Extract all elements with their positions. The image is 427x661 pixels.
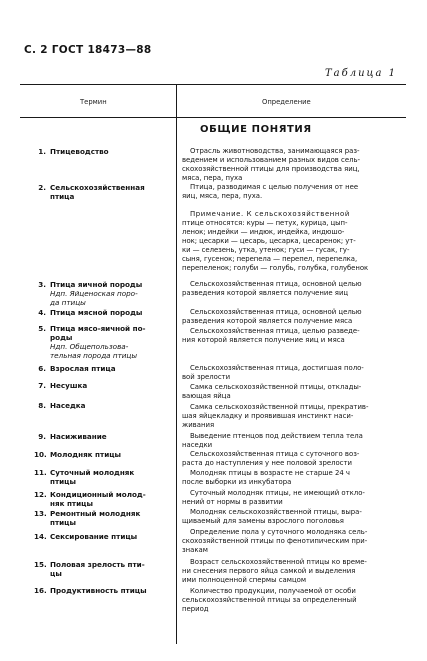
- definition-block: [182, 489, 402, 507]
- definition-block: [182, 308, 402, 326]
- definition-block: [182, 327, 402, 345]
- term-number: 14.: [34, 532, 47, 541]
- term-number: 8.: [38, 401, 46, 410]
- term-text: Продуктивность птицы: [50, 586, 147, 595]
- definition-line: Сельскохозяйственная птица, основной целью: [190, 308, 362, 316]
- definition-line: ими полноценной спермы самцом: [182, 576, 307, 584]
- definition-line: раста до наступления у нее половой зрелости: [182, 459, 352, 467]
- definition-line: сыня, гусенок; перепела — перепел, перепелка,: [182, 255, 358, 263]
- term-synonym: да птицы: [50, 298, 86, 307]
- term-number: 16.: [34, 586, 47, 595]
- definition-block: [182, 383, 402, 401]
- term-number: 5.: [38, 324, 46, 333]
- term-text: птица: [50, 192, 75, 201]
- definition-line: период: [182, 605, 209, 613]
- definition-line: мяса, пера, пуха: [182, 174, 243, 182]
- term-text: птицы: [50, 477, 76, 486]
- definition-line: нок; цесарки — цесарь, цесарка, цесаренок; ут-: [182, 237, 356, 245]
- term-number: 7.: [38, 381, 46, 390]
- term-text: Насиживание: [50, 432, 107, 441]
- term-text: Молодняк птицы: [50, 450, 122, 459]
- definition-line: знакам: [182, 546, 208, 554]
- definition-line: Определение пола у суточного молодняка сель-: [190, 528, 368, 536]
- definition-block: [182, 558, 402, 585]
- term-number: 15.: [34, 560, 47, 569]
- table-top-rule: [20, 84, 406, 85]
- table-header-rule: [20, 117, 406, 118]
- definition-line: ния которой является получение яиц и мяса: [182, 336, 345, 344]
- definition-line: ки — селезень, утка, утенок; гуси — гусак, гу-: [182, 246, 350, 254]
- definition-line: скохозяйственной птицы по фенотипическим при-: [182, 537, 368, 545]
- definition-block: [182, 432, 402, 450]
- definition-line: наседки: [182, 441, 213, 449]
- definition-note: [182, 210, 402, 273]
- definition-line: ленок; индейки — индюк, индейка, индюшо-: [182, 228, 345, 236]
- definition-block: [182, 364, 402, 382]
- term-text: Сельскохозяйственная: [50, 183, 145, 192]
- definition-line: Молодняк сельскохозяйственной птицы, выра-: [190, 508, 362, 516]
- term-number: 9.: [38, 432, 46, 441]
- definition-line: после выборки из инкубатора: [182, 478, 292, 486]
- column-divider: [176, 84, 177, 644]
- term-text: Половая зрелость пти-: [50, 560, 145, 569]
- definition-line: Возраст сельскохозяйственной птицы ко време-: [190, 558, 367, 566]
- term-text: цы: [50, 569, 62, 578]
- term-text: Птицеводство: [50, 147, 109, 156]
- definition-line: Примечание. К сельскохозяйственной: [190, 210, 350, 218]
- table-caption: Таблица 1: [324, 68, 397, 79]
- definition-line: сельскохозяйственной птицы за определенный: [182, 596, 357, 604]
- column-header-term: Термин: [80, 98, 107, 106]
- term-number: 13.: [34, 509, 47, 518]
- definition-line: вающая яйца: [182, 392, 231, 400]
- definition-line: Сельскохозяйственная птица, целью разведе-: [190, 327, 360, 335]
- definition-line: щиваемый для замены взрослого поголовья: [182, 517, 344, 525]
- definition-line: живания: [182, 421, 215, 429]
- term-text: Птица мясо-яичной по-: [50, 324, 146, 333]
- section-title: ОБЩИЕ ПОНЯТИЯ: [200, 124, 312, 135]
- definition-line: птице относятся: куры — петух, курица, цып-: [182, 219, 348, 227]
- term-synonym: Ндп. Яйценоская поро-: [50, 289, 138, 298]
- definition-block: [182, 450, 402, 468]
- term-text: Птица мясной породы: [50, 308, 143, 317]
- term-text: Суточный молодняк: [50, 468, 135, 477]
- definition-line: скохозяйственной птицы для производства яиц,: [182, 165, 360, 173]
- term-synonym: Ндп. Общепользова-: [50, 342, 129, 351]
- definition-line: Суточный молодняк птицы, не имеющий откло-: [190, 489, 365, 497]
- definition-block: [182, 508, 402, 526]
- term-number: 3.: [38, 280, 46, 289]
- definition-line: разведения которой является получение мяса: [182, 317, 353, 325]
- term-number: 10.: [34, 450, 47, 459]
- definition-line: Сельскохозяйственная птица, достигшая поло-: [190, 364, 364, 372]
- definition-line: ни снесения первого яйца самкой и выделения: [182, 567, 356, 575]
- definition-line: Птица, разводимая с целью получения от нее: [190, 183, 359, 191]
- definition-line: яиц, мяса, пера, пуха.: [182, 192, 263, 200]
- definition-line: Молодняк птицы в возрасте не старше 24 ч: [190, 469, 350, 477]
- definition-block: [182, 403, 402, 430]
- term-text: Ремонтный молодняк: [50, 509, 141, 518]
- definition-line: разведения которой является получение яиц: [182, 289, 349, 297]
- definition-line: ведением и использованием разных видов сель-: [182, 156, 361, 164]
- term-text: Наседка: [50, 401, 86, 410]
- definition-line: Отрасль животноводства, занимающаяся раз-: [190, 147, 360, 155]
- term-number: 11.: [34, 468, 47, 477]
- term-number: 4.: [38, 308, 46, 317]
- definition-block: [182, 280, 402, 298]
- page-header-standard: С. 2 ГОСТ 18473—88: [24, 44, 152, 56]
- term-text: птицы: [50, 518, 76, 527]
- definition-block: [182, 147, 402, 183]
- term-number: 1.: [38, 147, 46, 156]
- definition-block: [182, 528, 402, 555]
- definition-line: Количество продукции, получаемой от особи: [190, 587, 356, 595]
- definition-block: [182, 587, 402, 614]
- definition-line: Сельскохозяйственная птица с суточного воз-: [190, 450, 360, 458]
- definition-line: шая яйцекладку и проявившая инстинкт наси-: [182, 412, 354, 420]
- definition-line: Сельскохозяйственная птица, основной целью: [190, 280, 362, 288]
- definition-line: нений от нормы в развитии: [182, 498, 283, 506]
- term-text: Несушка: [50, 381, 88, 390]
- term-text: Птица яичной породы: [50, 280, 143, 289]
- term-text: няк птицы: [50, 499, 93, 508]
- term-number: 6.: [38, 364, 46, 373]
- definition-line: вой зрелости: [182, 373, 231, 381]
- term-text: роды: [50, 333, 73, 342]
- definition-line: Самка сельскохозяйственной птицы, прекратив-: [190, 403, 369, 411]
- definition-line: Самка сельскохозяйственной птицы, отклады-: [190, 383, 362, 391]
- column-header-definition: Определение: [262, 98, 311, 106]
- definition-block: [182, 183, 402, 201]
- term-number: 2.: [38, 183, 46, 192]
- term-text: Взрослая птица: [50, 364, 116, 373]
- definition-line: перепеленок; голуби — голубь, голубка, голубенок: [182, 264, 369, 272]
- term-text: Сексирование птицы: [50, 532, 138, 541]
- term-text: Кондиционный молод-: [50, 490, 146, 499]
- definition-block: [182, 469, 402, 487]
- definition-line: Выведение птенцов под действием тепла тела: [190, 432, 363, 440]
- term-number: 12.: [34, 490, 47, 499]
- term-synonym: тельная порода птицы: [50, 351, 137, 360]
